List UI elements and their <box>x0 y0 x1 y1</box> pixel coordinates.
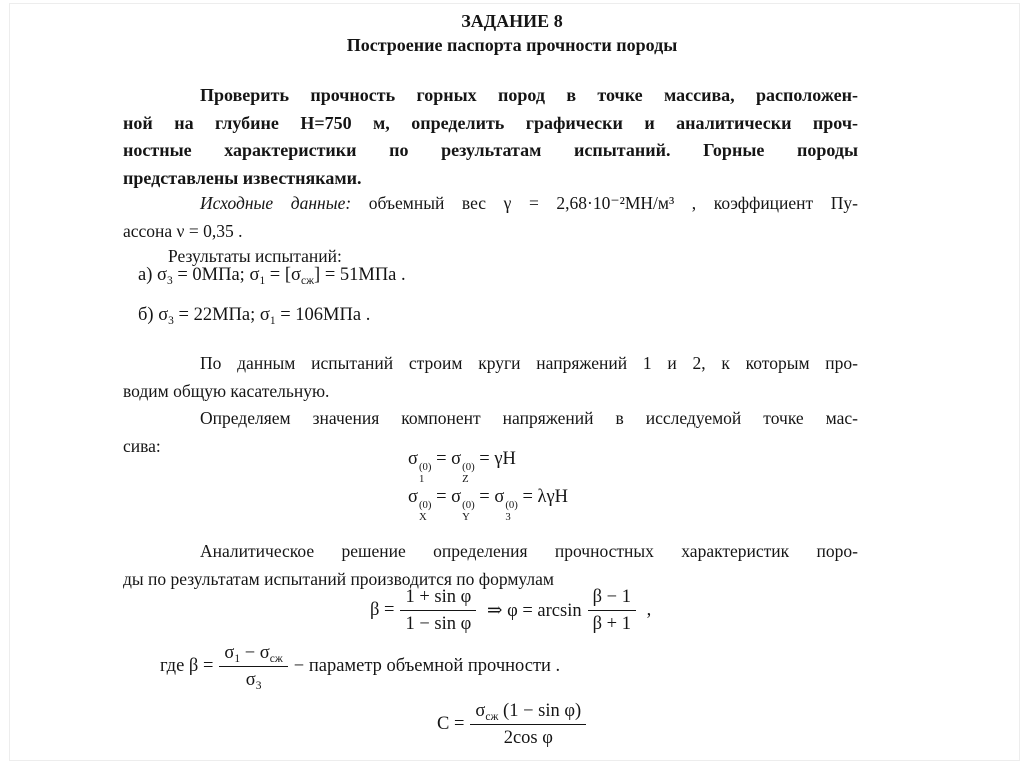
text-line: ды по результатам испытаний производится по формулам <box>123 568 554 589</box>
formula-token: (0) <box>462 498 475 511</box>
intro-paragraph <box>123 82 858 192</box>
formula-token: β = <box>370 600 395 621</box>
formula-subscript: сж <box>485 711 499 723</box>
formula-subscript: сж <box>269 653 283 665</box>
formula-token: σ <box>475 701 486 721</box>
formula-token: (0) <box>418 498 432 511</box>
formula-token <box>593 611 631 636</box>
source-data-line: ассона ν = 0,35 . <box>123 220 243 241</box>
formula-token: 1 − sin φ <box>405 614 472 635</box>
formula-token: C = <box>437 714 465 735</box>
formula-token: − параметр объемной прочности . <box>293 656 561 677</box>
formula-token <box>588 585 636 611</box>
formula-token: Z <box>462 472 469 485</box>
formula-token: σ <box>249 265 260 285</box>
formula-token <box>419 499 432 523</box>
formula-token: = <box>431 449 452 469</box>
formula-token: = <box>431 487 452 507</box>
formula-token: Исходные данные: <box>200 193 352 213</box>
formula-token <box>246 667 262 692</box>
formula-subscript: 3 <box>168 315 174 327</box>
beta-formula <box>370 585 651 637</box>
formula-token: σ <box>259 643 270 663</box>
text-line: ностные характеристики по результатам испытаний. Горные породы <box>123 140 858 160</box>
formula-token: (1 − sin φ) <box>498 701 582 721</box>
text-line: ной на глубине Н=750 м, определить графически и аналитически проч- <box>123 112 858 133</box>
formula-subscript: сж <box>301 275 315 287</box>
text-line: По данным испытаний строим круги напряжений 1 и 2, к которым про- <box>200 353 858 373</box>
source-data-line <box>123 190 858 218</box>
formula-token: ] = 51МПа . <box>314 265 406 285</box>
formula-token <box>405 611 471 636</box>
formula-token: а) σ <box>138 265 167 285</box>
formula-token <box>470 699 586 725</box>
formula-token <box>462 499 475 523</box>
formula-token <box>588 585 636 637</box>
stress-formula-2 <box>408 480 569 523</box>
formula-token: β + 1 <box>592 614 631 635</box>
formula-token <box>504 725 553 750</box>
stress-formula-1 <box>408 442 568 485</box>
text-line: Проверить прочность горных пород в точке массива, расположен- <box>200 85 858 105</box>
formula-token: = 0МПа; <box>172 265 250 285</box>
formula-subscript: 1 <box>259 275 266 287</box>
formula-token: X <box>418 510 427 523</box>
formula-token <box>400 585 476 611</box>
formula-token: σ <box>451 449 462 469</box>
formula-token <box>505 499 518 523</box>
formula-token: где β = <box>160 656 214 677</box>
formula-token: = 22МПа; <box>173 305 260 325</box>
text-line: Аналитическое решение определения прочностных характеристик поро- <box>200 541 858 561</box>
formula-token: − <box>240 643 260 663</box>
page-title: ЗАДАНИЕ 8 <box>461 11 563 31</box>
formula-token <box>219 641 287 667</box>
formula-token: 2cos φ <box>503 728 553 749</box>
result-line-b <box>138 298 370 333</box>
cohesion-formula <box>437 699 592 751</box>
formula-token: σ <box>224 643 235 663</box>
text-line: водим общую касательную. <box>123 380 330 401</box>
formula-token: ⇒ φ = arcsin <box>482 600 582 621</box>
formula-subscript: 3 <box>166 275 173 287</box>
page-subtitle: Построение паспорта прочности породы <box>346 35 678 55</box>
formula-token: σ <box>451 487 462 507</box>
formula-token: σ <box>494 487 505 507</box>
formula-token: объемный вес γ = 2,68·10⁻²МН/м³ , коэффициент Пу- <box>351 193 858 213</box>
formula-token: = <box>474 487 495 507</box>
formula-token <box>219 641 287 693</box>
formula-token: = γН <box>474 449 516 469</box>
formula-token: (0) <box>418 460 432 473</box>
formula-token: б) σ <box>138 305 169 325</box>
formula-token: Y <box>462 510 470 523</box>
formula-token: 1 <box>418 472 425 485</box>
formula-subscript: 1 <box>269 315 276 327</box>
title-block <box>0 9 1024 57</box>
formula-token: β − 1 <box>592 587 631 607</box>
formula-token <box>470 699 586 751</box>
formula-token: σ <box>259 305 270 325</box>
formula-token: (0) <box>462 460 475 473</box>
formula-token: = λγН <box>517 487 569 507</box>
where-beta-formula <box>160 641 560 693</box>
formula-token: σ <box>291 265 302 285</box>
result-line-a <box>138 258 406 293</box>
formula-token: = 106МПа . <box>275 305 371 325</box>
formula-subscript: 3 <box>255 680 262 693</box>
formula-token: σ <box>408 449 418 469</box>
formula-token: 3 <box>505 510 511 523</box>
source-data-paragraph <box>123 190 858 245</box>
text-line: представлены известняками. <box>123 167 362 188</box>
formula-token: , <box>641 600 652 621</box>
formula-token: 1 + sin φ <box>405 587 472 607</box>
text-line: Определяем значения компонент напряжений в исследуемой точке мас- <box>200 408 858 428</box>
formula-token: (0) <box>505 498 518 511</box>
stress-formula-block <box>408 442 569 523</box>
formula-subscript: 1 <box>234 653 241 665</box>
results-heading-text: Результаты испытаний: <box>168 246 342 266</box>
formula-token: = [ <box>265 265 292 285</box>
formula-token: σ <box>408 487 418 507</box>
text-line: сива: <box>123 435 161 456</box>
formula-token: σ <box>245 670 256 691</box>
formula-token <box>400 585 476 637</box>
